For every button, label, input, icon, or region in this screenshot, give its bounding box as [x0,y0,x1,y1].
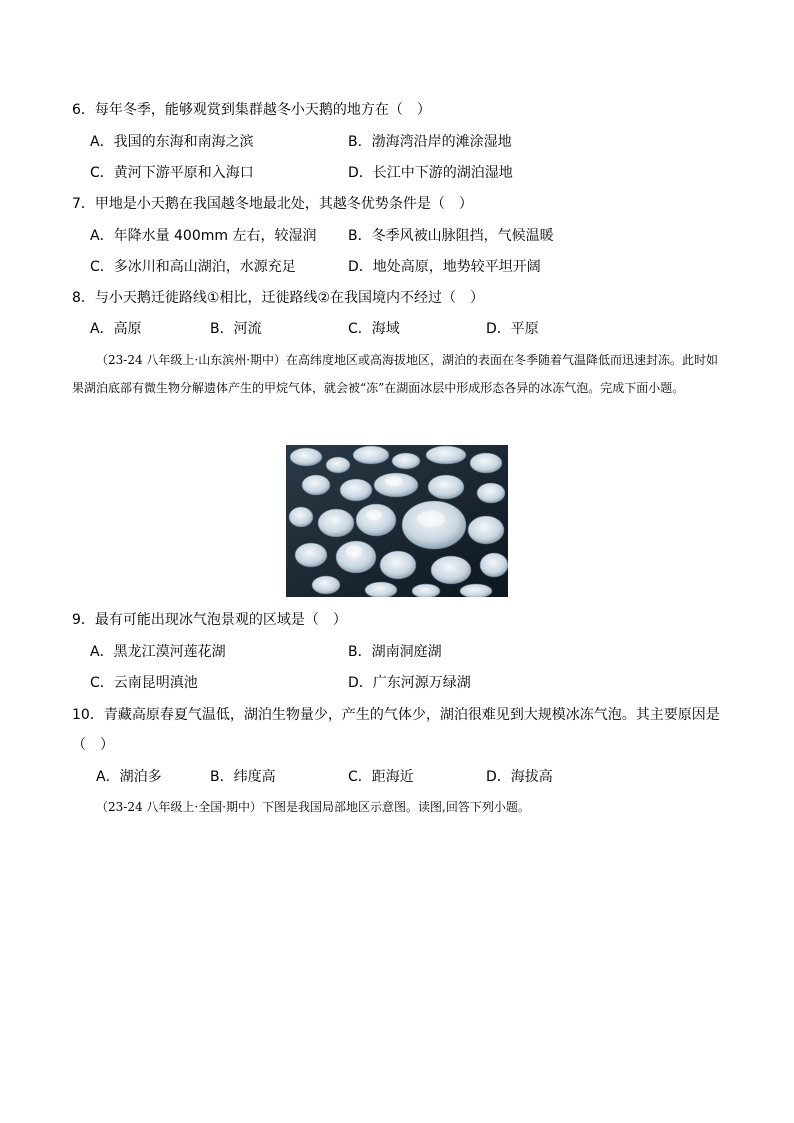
question-10-option-c: C．距海近 [348,769,414,785]
question-9-option-b: B．湖南洞庭湖 [348,644,442,660]
question-10-option-a: A．湖泊多 [96,769,162,785]
question-8-stem: 8．与小天鹅迁徙路线①相比，迁徙路线②在我国境内不经过（ ） [72,290,485,306]
question-8-option-b: B．河流 [210,321,262,337]
ice-bubble-photo [286,445,508,597]
passage-text: （23-24 八年级上·全国·期中）下图是我国局部地区示意图。读图,回答下列小题。 [96,800,530,814]
question-6-option-c: C．黄河下游平原和入海口 [90,165,254,181]
question-10-stem: 10．青藏高原春夏气温低，湖泊生物量少，产生的气体少，湖泊很难见到大规模冰冻气泡。其主要原因是 [72,707,720,723]
question-6-stem: 6．每年冬季，能够观赏到集群越冬小天鹅的地方在（ ） [72,102,431,118]
question-7-option-d: D．地处高原，地势较平坦开阔 [348,259,541,275]
question-6-option-a: A．我国的东海和南海之滨 [90,134,254,150]
question-9-option-a: A．黑龙江漠河莲花湖 [90,644,226,660]
question-10-option-b: B．纬度高 [210,769,276,785]
reading-passage-map-intro [72,793,724,821]
question-9-option-c: C．云南昆明滇池 [90,675,198,691]
question-9-option-d: D．广东河源万绿湖 [348,675,471,691]
passage-text: （23-24 八年级上·山东滨州·期中）在高纬度地区或高海拔地区，湖泊的表面在冬季随着气温降低而迅速封冻。此时如果湖泊底部有微生物分解遗体产生的甲烷气体，就会被“冻”在湖面冰层中形成形态各异的冰冻气泡。完成下面小题。 [72,353,719,395]
reading-passage-ice-bubbles [72,346,724,402]
question-10-stem-continued: （ ） [72,737,114,753]
question-8-option-c: C．海域 [348,321,400,337]
question-8-option-d: D．平原 [486,321,539,337]
question-7-option-a: A．年降水量 400mm 左右，较湿润 [90,228,317,244]
question-7-option-c: C．多冰川和高山湖泊，水源充足 [90,259,296,275]
question-6-option-b: B．渤海湾沿岸的滩涂湿地 [348,134,512,150]
question-9-stem: 9．最有可能出现冰气泡景观的区域是（ ） [72,612,347,628]
question-10-option-d: D．海拔高 [486,769,553,785]
question-7-option-b: B．冬季风被山脉阻挡，气候温暖 [348,228,554,244]
question-6-option-d: D．长江中下游的湖泊湿地 [348,165,513,181]
question-8-option-a: A．高原 [90,321,142,337]
question-7-stem: 7．甲地是小天鹅在我国越冬地最北处，其越冬优势条件是（ ） [72,196,473,212]
